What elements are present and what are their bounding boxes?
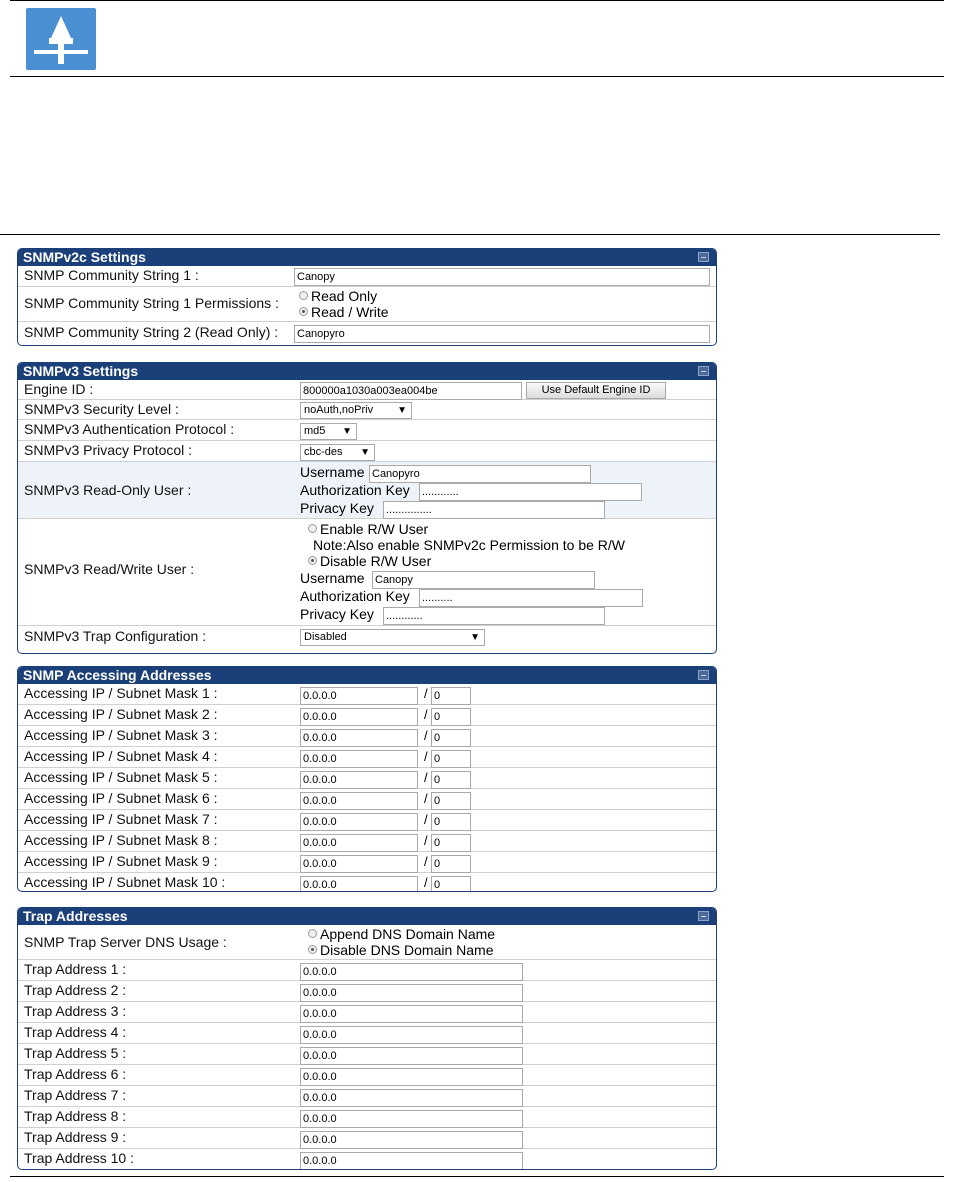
trap-address-input[interactable]: 0.0.0.0 — [300, 1047, 523, 1065]
community2-label: SNMP Community String 2 (Read Only) : — [24, 324, 279, 340]
accessing-ip-input[interactable]: 0.0.0.0 — [300, 792, 418, 810]
bottom-rule — [10, 1176, 944, 1177]
accessing-mask-input[interactable]: 0 — [431, 750, 471, 768]
auth-protocol-row — [18, 420, 716, 441]
trap-address-label: Trap Address 2 : — [24, 982, 127, 998]
accessing-label: Accessing IP / Subnet Mask 9 : — [24, 853, 218, 869]
trap-panel-header — [18, 908, 716, 925]
security-level-row — [18, 400, 716, 420]
pushpin-icon — [26, 8, 96, 70]
accessing-label: Accessing IP / Subnet Mask 3 : — [24, 727, 218, 743]
accessing-row — [18, 789, 716, 810]
subnet-separator: / — [424, 791, 428, 806]
dns-append-label: Append DNS Domain Name — [320, 926, 496, 942]
auth-protocol-select[interactable] — [300, 423, 357, 440]
trap-address-input[interactable]: 0.0.0.0 — [300, 1026, 523, 1044]
accessing-row — [18, 705, 716, 726]
trap-address-row — [18, 1149, 716, 1169]
trap-address-label: Trap Address 7 : — [24, 1087, 127, 1103]
collapse-icon[interactable] — [698, 670, 709, 680]
security-level-select[interactable] — [300, 402, 412, 419]
subnet-separator: / — [424, 728, 428, 743]
perm-read-write-radio[interactable] — [299, 304, 389, 320]
trap-address-row — [18, 1044, 716, 1065]
chevron-down-icon: ▼ — [397, 405, 407, 416]
rw-auth-key-label: Authorization Key — [300, 588, 410, 604]
privacy-protocol-select[interactable] — [300, 444, 375, 461]
rw-username-input[interactable]: Canopy — [372, 571, 595, 589]
privacy-protocol-label: SNMPv3 Privacy Protocol : — [24, 442, 193, 458]
rw-note: Note:Also enable SNMPv2c Permission to be R/W — [313, 537, 626, 553]
chevron-down-icon: ▼ — [342, 426, 352, 437]
use-default-engine-id-button[interactable]: Use Default Engine ID — [526, 382, 666, 399]
trap-address-label: Trap Address 6 : — [24, 1066, 127, 1082]
trap-rows — [18, 960, 716, 1169]
dns-disable-label: Disable DNS Domain Name — [320, 942, 494, 958]
dns-usage-label: SNMP Trap Server DNS Usage : — [24, 934, 227, 950]
ro-username-input[interactable]: Canopyro — [369, 465, 591, 483]
trap-address-input[interactable]: 0.0.0.0 — [300, 984, 523, 1002]
section-rule — [0, 234, 940, 235]
snmpv3-panel — [17, 362, 717, 654]
trap-address-label: Trap Address 5 : — [24, 1045, 127, 1061]
community1-row — [18, 266, 716, 287]
engine-id-row — [18, 380, 716, 400]
subnet-separator: / — [424, 875, 428, 890]
trap-address-label: Trap Address 3 : — [24, 1003, 127, 1019]
accessing-row — [18, 684, 716, 705]
snmpv2c-panel-header — [18, 249, 716, 266]
snmpv2c-panel — [17, 248, 717, 346]
accessing-row — [18, 873, 716, 892]
trap-address-input[interactable]: 0.0.0.0 — [300, 1110, 523, 1128]
radio-selected-icon — [308, 945, 317, 954]
accessing-panel-header — [18, 667, 716, 684]
top-rule — [10, 0, 944, 1]
permissions-row — [18, 287, 716, 322]
accessing-label: Accessing IP / Subnet Mask 5 : — [24, 769, 218, 785]
subnet-separator: / — [424, 707, 428, 722]
dns-usage-row — [18, 925, 716, 960]
rw-privacy-key-input[interactable]: ............ — [383, 607, 605, 625]
perm-read-write-label: Read / Write — [311, 304, 389, 320]
accessing-mask-input[interactable]: 0 — [431, 834, 471, 852]
security-level-label: SNMPv3 Security Level : — [24, 401, 179, 417]
rw-user-row — [18, 519, 716, 626]
radio-icon — [299, 291, 308, 300]
trap-config-value: Disabled — [304, 631, 347, 643]
security-level-value: noAuth,noPriv — [304, 404, 374, 416]
accessing-mask-input[interactable]: 0 — [431, 855, 471, 873]
trap-address-row — [18, 1023, 716, 1044]
accessing-mask-input[interactable]: 0 — [431, 813, 471, 831]
accessing-ip-input[interactable]: 0.0.0.0 — [300, 750, 418, 768]
accessing-label: Accessing IP / Subnet Mask 7 : — [24, 811, 218, 827]
rw-enable-radio[interactable] — [308, 521, 428, 537]
ro-auth-key-input[interactable]: ............ — [419, 483, 642, 501]
dns-append-radio[interactable] — [308, 926, 495, 942]
accessing-row — [18, 726, 716, 747]
trap-address-input[interactable]: 0.0.0.0 — [300, 1089, 523, 1107]
trap-config-label: SNMPv3 Trap Configuration : — [24, 628, 207, 644]
radio-selected-icon — [299, 307, 308, 316]
accessing-addresses-panel — [17, 666, 717, 892]
privacy-protocol-value: cbc-des — [304, 446, 343, 458]
trap-address-row — [18, 1107, 716, 1128]
accessing-ip-input[interactable]: 0.0.0.0 — [300, 729, 418, 747]
privacy-protocol-row — [18, 441, 716, 462]
subnet-separator: / — [424, 833, 428, 848]
trap-address-label: Trap Address 4 : — [24, 1024, 127, 1040]
collapse-icon[interactable] — [698, 252, 709, 262]
engine-id-input[interactable]: 800000a1030a003ea004be — [300, 382, 522, 400]
subnet-separator: / — [424, 686, 428, 701]
community2-row — [18, 322, 716, 344]
accessing-ip-input[interactable]: 0.0.0.0 — [300, 708, 418, 726]
accessing-mask-input[interactable]: 0 — [431, 687, 471, 705]
engine-id-label: Engine ID : — [24, 381, 94, 397]
ro-username-label: Username — [300, 464, 365, 480]
trap-address-label: Trap Address 9 : — [24, 1129, 127, 1145]
auth-protocol-label: SNMPv3 Authentication Protocol : — [24, 421, 235, 437]
accessing-label: Accessing IP / Subnet Mask 10 : — [24, 874, 226, 890]
trap-config-row — [18, 626, 716, 646]
accessing-ip-input[interactable]: 0.0.0.0 — [300, 687, 418, 705]
trap-address-row — [18, 960, 716, 981]
chevron-down-icon: ▼ — [360, 447, 370, 458]
rw-privacy-key-label: Privacy Key — [300, 606, 374, 622]
trap-address-row — [18, 1002, 716, 1023]
rw-disable-label: Disable R/W User — [320, 553, 432, 569]
accessing-ip-input[interactable]: 0.0.0.0 — [300, 834, 418, 852]
collapse-icon[interactable] — [698, 366, 709, 376]
panel-title: SNMPv2c Settings — [23, 249, 146, 265]
accessing-row — [18, 852, 716, 873]
panel-title: SNMP Accessing Addresses — [23, 667, 212, 683]
ro-privacy-key-label: Privacy Key — [300, 500, 374, 516]
trap-address-row — [18, 1086, 716, 1107]
radio-selected-icon — [308, 556, 317, 565]
accessing-label: Accessing IP / Subnet Mask 8 : — [24, 832, 218, 848]
ro-user-row — [18, 462, 716, 519]
note-rule — [10, 76, 944, 77]
permissions-label: SNMP Community String 1 Permissions : — [24, 295, 279, 311]
trap-addresses-panel — [17, 907, 717, 1170]
trap-address-input[interactable]: 0.0.0.0 — [300, 1131, 523, 1149]
accessing-label: Accessing IP / Subnet Mask 4 : — [24, 748, 218, 764]
trap-address-input[interactable]: 0.0.0.0 — [300, 963, 523, 981]
trap-address-row — [18, 981, 716, 1002]
auth-protocol-value: md5 — [304, 425, 326, 437]
rw-username-label: Username — [300, 570, 365, 586]
accessing-row — [18, 747, 716, 768]
subnet-separator: / — [424, 812, 428, 827]
accessing-label: Accessing IP / Subnet Mask 2 : — [24, 706, 218, 722]
snmpv3-panel-header — [18, 363, 716, 380]
accessing-label: Accessing IP / Subnet Mask 1 : — [24, 685, 218, 701]
accessing-rows — [18, 684, 716, 892]
accessing-ip-input[interactable]: 0.0.0.0 — [300, 876, 418, 892]
trap-address-input[interactable]: 0.0.0.0 — [300, 1005, 523, 1023]
panel-title: SNMPv3 Settings — [23, 363, 139, 379]
accessing-ip-input[interactable]: 0.0.0.0 — [300, 813, 418, 831]
subnet-separator: / — [424, 749, 428, 764]
trap-address-input[interactable]: 0.0.0.0 — [300, 1068, 523, 1086]
trap-address-row — [18, 1065, 716, 1086]
community1-input[interactable]: Canopy — [294, 268, 710, 286]
chevron-down-icon: ▼ — [470, 632, 480, 643]
ro-user-label: SNMPv3 Read-Only User : — [24, 482, 192, 498]
rw-enable-label: Enable R/W User — [320, 521, 429, 537]
ro-privacy-key-input[interactable]: ............... — [383, 501, 605, 519]
perm-read-only-radio[interactable] — [299, 288, 377, 304]
community2-input[interactable]: Canopyro — [294, 325, 710, 343]
accessing-row — [18, 831, 716, 852]
radio-icon — [308, 524, 317, 533]
trap-address-label: Trap Address 1 : — [24, 961, 127, 977]
dns-disable-radio[interactable] — [308, 942, 494, 958]
community1-label: SNMP Community String 1 : — [24, 267, 199, 283]
collapse-icon[interactable] — [698, 911, 709, 921]
perm-read-only-label: Read Only — [311, 288, 378, 304]
accessing-mask-input[interactable]: 0 — [431, 876, 471, 892]
accessing-row — [18, 768, 716, 789]
accessing-mask-input[interactable]: 0 — [431, 729, 471, 747]
accessing-label: Accessing IP / Subnet Mask 6 : — [24, 790, 218, 806]
trap-address-row — [18, 1128, 716, 1149]
panel-title: Trap Addresses — [23, 908, 128, 924]
trap-address-label: Trap Address 8 : — [24, 1108, 127, 1124]
trap-address-label: Trap Address 10 : — [24, 1150, 134, 1166]
subnet-separator: / — [424, 770, 428, 785]
rw-user-label: SNMPv3 Read/Write User : — [24, 561, 195, 577]
accessing-row — [18, 810, 716, 831]
accessing-mask-input[interactable]: 0 — [431, 771, 471, 789]
accessing-mask-input[interactable]: 0 — [431, 708, 471, 726]
radio-icon — [308, 929, 317, 938]
subnet-separator: / — [424, 854, 428, 869]
trap-config-select[interactable] — [300, 629, 485, 646]
ro-auth-key-label: Authorization Key — [300, 482, 410, 498]
rw-disable-radio[interactable] — [308, 553, 431, 569]
accessing-mask-input[interactable]: 0 — [431, 792, 471, 810]
rw-auth-key-input[interactable]: .......... — [419, 589, 643, 607]
accessing-ip-input[interactable]: 0.0.0.0 — [300, 855, 418, 873]
trap-address-input[interactable]: 0.0.0.0 — [300, 1152, 523, 1170]
accessing-ip-input[interactable]: 0.0.0.0 — [300, 771, 418, 789]
